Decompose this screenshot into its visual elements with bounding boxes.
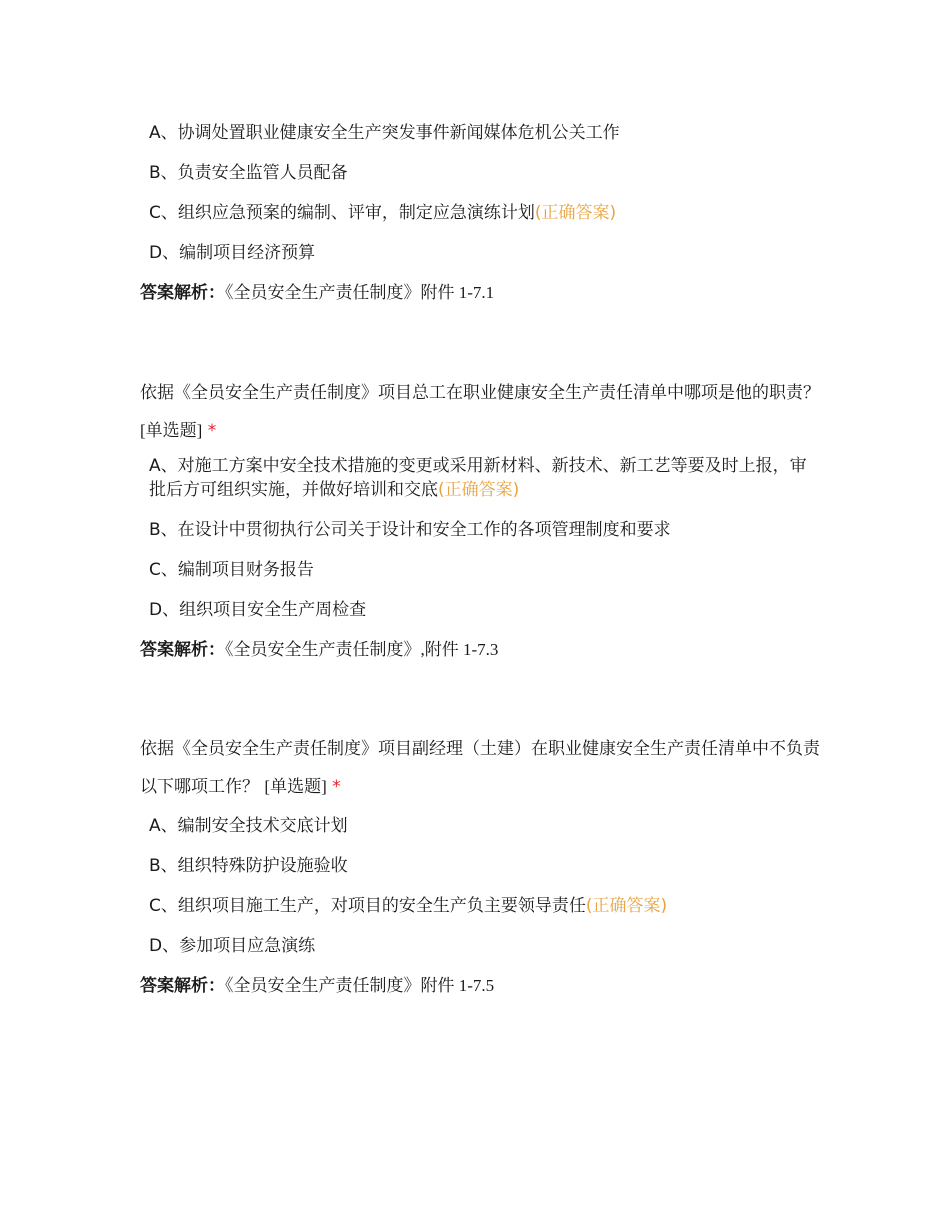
question-text: 依据《全员安全生产责任制度》项目总工在职业健康安全生产责任清单中哪项是他的职责？ [140, 383, 820, 403]
analysis-reference: 《全员安全生产责任制度》附件 1-7.5 [225, 976, 495, 995]
option-text: D、组织项目安全生产周检查 [149, 600, 367, 620]
option-3-c[interactable] [149, 886, 820, 926]
answer-analysis [140, 966, 820, 1006]
option-text: D、参加项目应急演练 [149, 936, 316, 956]
correct-answer-mark: (正确答案) [438, 480, 520, 500]
option-text: A、编制安全技术交底计划 [149, 816, 348, 836]
answer-analysis [140, 273, 820, 313]
option-2-a[interactable] [149, 450, 820, 510]
option-2-c[interactable] [149, 550, 820, 590]
question-title [140, 375, 820, 450]
question-text: 依据《全员安全生产责任制度》项目副经理（土建）在职业健康安全生产责任清单中不负责以下哪项工作？ [140, 739, 820, 797]
required-asterisk: * [207, 421, 217, 441]
question-type-tag: [单选题] [140, 421, 203, 440]
question-3 [140, 731, 820, 1006]
option-3-d[interactable] [149, 926, 820, 966]
option-1-c[interactable] [149, 193, 820, 233]
correct-answer-mark: (正确答案) [534, 203, 617, 223]
correct-answer-mark: (正确答案) [585, 896, 668, 916]
question-1 [140, 113, 820, 313]
question-type-tag: [单选题] [264, 777, 327, 796]
option-1-b[interactable] [149, 153, 820, 193]
option-text: C、编制项目财务报告 [149, 560, 314, 580]
answer-analysis [140, 630, 820, 670]
option-2-b[interactable] [149, 510, 820, 550]
required-asterisk: * [332, 777, 341, 797]
question-title [140, 731, 820, 806]
analysis-reference: 《全员安全生产责任制度》,附件 1-7.3 [225, 640, 499, 659]
option-text: B、组织特殊防护设施验收 [149, 856, 348, 876]
option-1-a[interactable] [149, 113, 820, 153]
analysis-label: 答案解析： [140, 640, 225, 660]
option-text: D、编制项目经济预算 [149, 243, 316, 263]
option-2-d[interactable] [149, 590, 820, 630]
option-1-d[interactable] [149, 233, 820, 273]
option-text: C、组织项目施工生产，对项目的安全生产负主要领导责任 [149, 896, 586, 916]
option-text: B、在设计中贯彻执行公司关于设计和安全工作的各项管理制度和要求 [149, 520, 671, 540]
option-3-b[interactable] [149, 846, 820, 886]
option-text: B、负责安全监管人员配备 [149, 163, 348, 183]
analysis-reference: 《全员安全生产责任制度》附件 1-7.1 [225, 283, 495, 302]
analysis-label: 答案解析： [140, 976, 225, 996]
option-text: C、组织应急预案的编制、评审，制定应急演练计划 [149, 203, 535, 223]
option-text: A、对施工方案中安全技术措施的变更或采用新材料、新技术、新工艺等要及时上报，审批后方可组织实施，并做好培训和交底 [149, 456, 807, 500]
option-text: A、协调处置职业健康安全生产突发事件新闻媒体危机公关工作 [149, 123, 620, 143]
option-3-a[interactable] [149, 806, 820, 846]
analysis-label: 答案解析： [140, 283, 225, 303]
question-2 [140, 375, 820, 670]
